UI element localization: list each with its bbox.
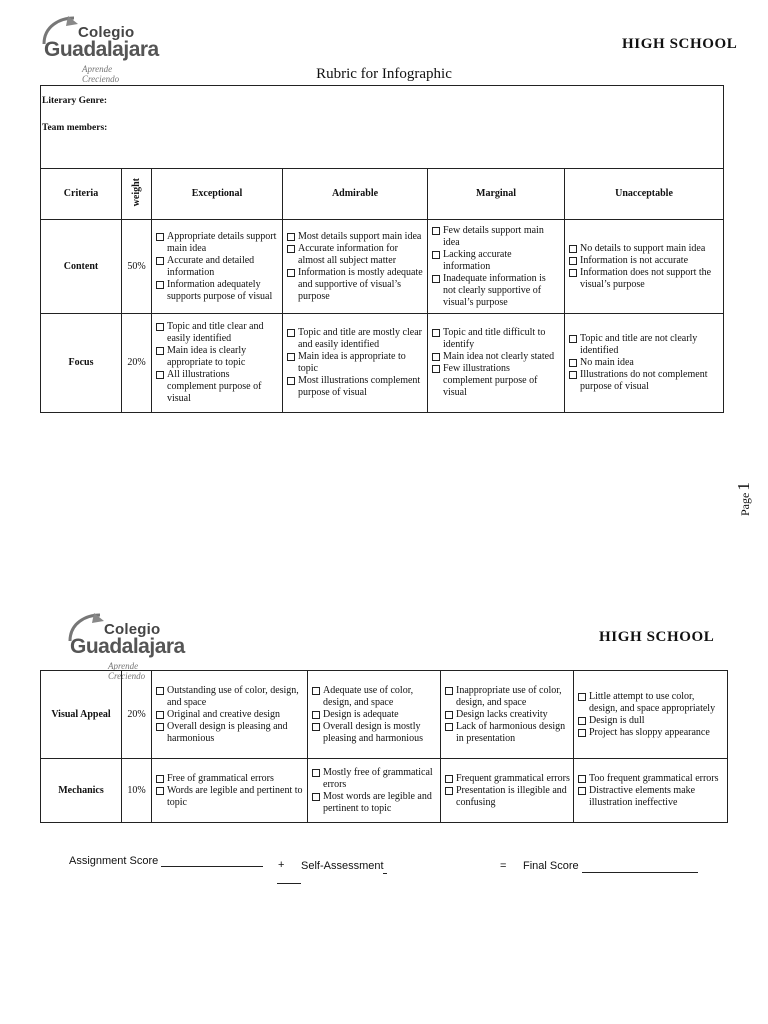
criteria-item: Lacking accurate information: [431, 249, 561, 273]
cell-visual-unacceptable: [574, 671, 728, 759]
row-visual-appeal: [41, 671, 728, 759]
criteria-item: Design is dull: [577, 715, 724, 727]
cell-visual-marginal: [441, 671, 574, 759]
page-number: [724, 470, 764, 530]
criteria-item: Overall design is mostly pleasing and harmonious: [311, 721, 437, 745]
equals-sign: =: [500, 860, 507, 872]
self-assessment-field-b[interactable]: [277, 883, 301, 884]
header-exceptional: Exceptional: [152, 169, 283, 220]
criteria-item: Most words are legible and pertinent to topic: [311, 791, 437, 815]
rubric-table-top: [40, 85, 724, 413]
criteria-item: Outstanding use of color, design, and space: [155, 685, 304, 709]
criteria-item: Distractive elements make illustration ineffective: [577, 785, 724, 809]
page-number-value: 1: [734, 482, 753, 491]
criteria-item: Frequent grammatical errors: [444, 773, 570, 785]
logo-tagline: Aprende Creciendo: [108, 661, 146, 681]
criteria-list: [431, 225, 561, 309]
criteria-list: [286, 231, 424, 303]
criteria-list: [577, 773, 724, 809]
criteria-list: [155, 231, 279, 303]
criteria-item: Presentation is illegible and confusing: [444, 785, 570, 809]
assignment-score-field[interactable]: [161, 866, 263, 867]
cell-focus-admirable: [283, 314, 428, 413]
criteria-list: [155, 685, 304, 745]
cell-mechanics-admirable: [308, 759, 441, 823]
criteria-mechanics: Mechanics: [41, 759, 122, 823]
page-title: Rubric for Infographic: [316, 66, 452, 82]
rubric-table-bottom: [40, 670, 728, 823]
criteria-item: Main idea is appropriate to topic: [286, 351, 424, 375]
logo-text-colegio: Colegio: [104, 621, 161, 638]
criteria-list: [155, 321, 279, 405]
criteria-content: Content: [41, 220, 122, 314]
criteria-item: Design is adequate: [311, 709, 437, 721]
criteria-focus: Focus: [41, 314, 122, 413]
logo-text-guadalajara: Guadalajara: [70, 635, 185, 658]
criteria-list: [568, 243, 720, 291]
row-content: [41, 220, 724, 314]
criteria-item: All illustrations complement purpose of visual: [155, 369, 279, 405]
cell-mechanics-unacceptable: [574, 759, 728, 823]
cell-content-marginal: [428, 220, 565, 314]
logo-text-guadalajara: Guadalajara: [44, 38, 159, 61]
criteria-item: Topic and title clear and easily identified: [155, 321, 279, 345]
plus-sign: +: [278, 859, 285, 871]
criteria-item: Most illustrations complement purpose of visual: [286, 375, 424, 399]
criteria-item: Information is not accurate: [568, 255, 720, 267]
criteria-item: Most details support main idea: [286, 231, 424, 243]
header-weight: [122, 169, 152, 220]
criteria-item: Accurate and detailed information: [155, 255, 279, 279]
cell-mechanics-exceptional: [152, 759, 308, 823]
cell-focus-exceptional: [152, 314, 283, 413]
header-criteria: Criteria: [41, 169, 122, 220]
high-school-heading-page2: HIGH SCHOOL: [599, 629, 715, 645]
criteria-item: Few illustrations complement purpose of visual: [431, 363, 561, 399]
logo-text-colegio: Colegio: [78, 24, 135, 41]
self-assessment-field-a[interactable]: [383, 873, 387, 874]
criteria-item: Lack of harmonious design in presentation: [444, 721, 570, 745]
criteria-visual-appeal: Visual Appeal: [41, 671, 122, 759]
criteria-item: Mostly free of grammatical errors: [311, 767, 437, 791]
criteria-item: Main idea is clearly appropriate to topic: [155, 345, 279, 369]
final-score-label: Final Score: [523, 860, 579, 872]
cell-visual-admirable: [308, 671, 441, 759]
criteria-item: Too frequent grammatical errors: [577, 773, 724, 785]
cell-focus-unacceptable: [565, 314, 724, 413]
criteria-item: No details to support main idea: [568, 243, 720, 255]
header-admirable: Admirable: [283, 169, 428, 220]
row-mechanics: [41, 759, 728, 823]
high-school-heading: HIGH SCHOOL: [622, 36, 738, 52]
row-focus: [41, 314, 724, 413]
info-cell: [41, 86, 724, 169]
criteria-item: Little attempt to use color, design, and space appropriately: [577, 691, 724, 715]
criteria-item: Adequate use of color, design, and space: [311, 685, 437, 709]
page-word: Page: [738, 492, 752, 516]
school-logo-page2: [64, 611, 185, 681]
criteria-item: Few details support main idea: [431, 225, 561, 249]
criteria-item: Information does not support the visual’s purpose: [568, 267, 720, 291]
header-weight-text: weight: [130, 177, 142, 207]
assignment-score-label: Assignment Score: [69, 855, 159, 867]
criteria-item: No main idea: [568, 357, 720, 369]
header-marginal: Marginal: [428, 169, 565, 220]
self-assessment-label: Self-Assessment: [301, 860, 384, 872]
criteria-item: Information adequately supports purpose of visual: [155, 279, 279, 303]
cell-content-admirable: [283, 220, 428, 314]
weight-mechanics: 10%: [122, 759, 152, 823]
criteria-item: Inadequate information is not clearly supportive of visual’s purpose: [431, 273, 561, 309]
criteria-item: Design lacks creativity: [444, 709, 570, 721]
criteria-item: Illustrations do not complement purpose of visual: [568, 369, 720, 393]
school-logo: [38, 14, 159, 84]
criteria-item: Topic and title are mostly clear and easily identified: [286, 327, 424, 351]
criteria-item: Original and creative design: [155, 709, 304, 721]
criteria-item: Topic and title difficult to identify: [431, 327, 561, 351]
cell-focus-marginal: [428, 314, 565, 413]
criteria-item: Topic and title are not clearly identified: [568, 333, 720, 357]
criteria-list: [444, 773, 570, 809]
criteria-item: Free of grammatical errors: [155, 773, 304, 785]
weight-content: 50%: [122, 220, 152, 314]
team-members-label: Team members:: [42, 123, 108, 133]
criteria-list: [311, 767, 437, 815]
criteria-item: Project has sloppy appearance: [577, 727, 724, 739]
cell-content-unacceptable: [565, 220, 724, 314]
criteria-item: Inappropriate use of color, design, and space: [444, 685, 570, 709]
cell-content-exceptional: [152, 220, 283, 314]
criteria-list: [568, 333, 720, 393]
literary-genre-label: Literary Genre:: [42, 96, 107, 106]
criteria-item: Main idea not clearly stated: [431, 351, 561, 363]
header-unacceptable: Unacceptable: [565, 169, 724, 220]
criteria-list: [311, 685, 437, 745]
criteria-item: Appropriate details support main idea: [155, 231, 279, 255]
criteria-item: Overall design is pleasing and harmonious: [155, 721, 304, 745]
criteria-item: Accurate information for almost all subject matter: [286, 243, 424, 267]
criteria-list: [286, 327, 424, 399]
final-score-field[interactable]: [582, 872, 698, 873]
cell-mechanics-marginal: [441, 759, 574, 823]
criteria-list: [155, 773, 304, 809]
cell-visual-exceptional: [152, 671, 308, 759]
criteria-item: Information is mostly adequate and supportive of visual’s purpose: [286, 267, 424, 303]
weight-focus: 20%: [122, 314, 152, 413]
weight-visual-appeal: 20%: [122, 671, 152, 759]
criteria-list: [577, 691, 724, 739]
criteria-item: Words are legible and pertinent to topic: [155, 785, 304, 809]
criteria-list: [431, 327, 561, 399]
criteria-list: [444, 685, 570, 745]
logo-tagline: Aprende Creciendo: [82, 64, 120, 84]
